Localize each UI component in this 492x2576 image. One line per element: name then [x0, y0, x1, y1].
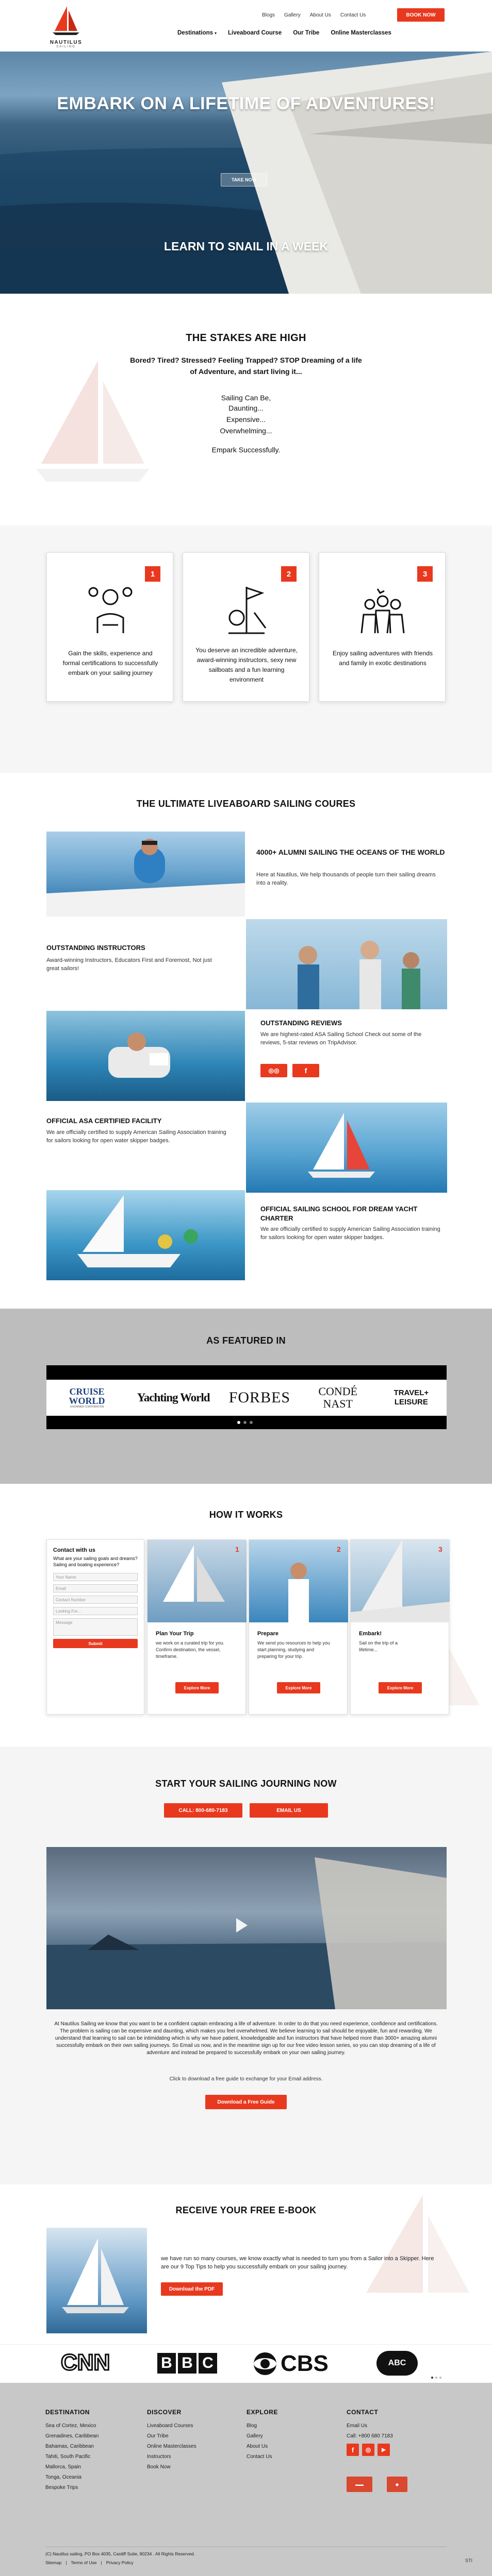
carousel-dots	[237, 1421, 253, 1424]
book-now-button[interactable]: BOOK NOW	[397, 8, 445, 22]
footer-link[interactable]: Call: +800 680 7183	[347, 2433, 393, 2439]
photo-instructors	[246, 919, 447, 1009]
footer-link[interactable]: Bespoke Trips	[45, 2485, 78, 2490]
logo-strip	[46, 1365, 447, 1429]
cbs-logo	[252, 2351, 329, 2377]
topnav-about[interactable]: About Us	[309, 12, 331, 18]
cruise-world-text: CRUISE WORLD	[69, 1386, 105, 1406]
step-title: Prepare	[257, 1631, 278, 1637]
main-nav	[166, 30, 391, 36]
friends-group-icon	[354, 582, 411, 638]
brand-sub: SAILING	[56, 45, 76, 48]
topnav-blogs[interactable]: Blogs	[262, 12, 275, 18]
skills-person-icon	[82, 582, 139, 638]
media-dots	[431, 2377, 441, 2379]
header	[0, 0, 492, 52]
block-text: We are officially certified to supply American Sailing Association training for sailors looking for open water skipper badges.	[260, 1226, 440, 1241]
name-field[interactable]: Your Name	[53, 1573, 138, 1581]
carousel-dot[interactable]	[439, 2377, 441, 2379]
footer-col-explore	[247, 2409, 334, 2464]
step-title: Plan Your Trip	[156, 1631, 194, 1637]
journey-video[interactable]	[46, 1847, 447, 2009]
block-title: OUTSTANDING REVIEWS	[260, 1019, 342, 1027]
journey-section	[0, 1747, 492, 2184]
block-title: OFFICIAL ASA CERTIFIED FACILITY	[46, 1117, 162, 1125]
footer-link[interactable]: Tonga, Oceania	[45, 2475, 82, 2480]
dyc-badge-icon: ◆	[387, 2477, 407, 2492]
dinghy-illustration	[46, 1190, 245, 1280]
ebook-section	[0, 2184, 492, 2344]
step-photo	[147, 1540, 247, 1622]
sitemap-link[interactable]: Sitemap	[45, 2560, 62, 2565]
block-text: We are officially certified to supply American Sailing Association training for sailors looking for open water skipper badges.	[46, 1129, 226, 1144]
nav-masterclasses[interactable]: Online Masterclasses	[331, 30, 391, 36]
topnav-gallery[interactable]: Gallery	[284, 12, 301, 18]
bbc-letter: B	[178, 2353, 196, 2374]
facebook-icon[interactable]: f	[292, 1064, 319, 1077]
footer-col-contact	[347, 2409, 445, 2492]
hero-sea-illustration	[0, 52, 492, 294]
privacy-link[interactable]: Privacy Policy	[106, 2560, 134, 2565]
legal-separator: |	[101, 2560, 102, 2565]
step-text: Sail on the trip of a lifetime...	[359, 1640, 398, 1652]
sailor-illustration	[46, 832, 245, 917]
footer-link[interactable]: Book Now	[147, 2464, 171, 2470]
journey-note: Click to download a free guide to exchange for your Email address.	[169, 2076, 323, 2082]
bbc-logo	[157, 2353, 217, 2374]
ebook-text: we have run so many courses, we know exactly what is needed to turn you from a Sailor into a Skipper. Here are our 9 Top Tips to help you successfully embark on your sailing journey.	[161, 2256, 434, 2270]
bbc-letter: B	[157, 2353, 176, 2374]
step-photo	[249, 1540, 348, 1622]
footer-link[interactable]: Mallorca, Spain	[45, 2464, 81, 2470]
step-sail-illustration	[147, 1540, 247, 1622]
step-number: 3	[438, 1545, 442, 1553]
email-field[interactable]: Email	[53, 1584, 138, 1592]
carousel-dot[interactable]	[243, 1421, 247, 1424]
footer-link[interactable]: Liveaboard Courses	[147, 2423, 193, 2429]
tripadvisor-icon[interactable]: ◎◎	[260, 1064, 287, 1077]
instagram-icon[interactable]: ◎	[362, 2444, 374, 2456]
instructors-illustration	[246, 919, 447, 1009]
step-text: we work on a curated trip for you. Confirm destination, the vessel, timeframe.	[156, 1640, 225, 1659]
block-title: OFFICIAL SAILING SCHOOL FOR DREAM YACHT CHARTER	[260, 1205, 418, 1222]
legal-separator: |	[65, 2560, 67, 2565]
badges	[347, 2477, 445, 2492]
footer-link[interactable]: Grenadines, Caribbean	[45, 2433, 99, 2439]
cbs-eye-icon	[252, 2351, 278, 2376]
feature-card	[46, 552, 173, 702]
cruise-world-sub: A BONNIER CORPORATION	[70, 1405, 104, 1409]
feature-number: 3	[417, 566, 433, 582]
flag-tools-icon	[218, 582, 275, 638]
download-pdf-button[interactable]: Download the PDF	[161, 2282, 223, 2296]
ebook-title: RECEIVE YOUR FREE E-BOOK	[175, 2205, 317, 2215]
feature-number: 1	[145, 566, 160, 582]
cbs-text: CBS	[281, 2351, 329, 2376]
liveaboard-section	[0, 773, 492, 1309]
hero	[0, 52, 492, 294]
explore-more-button[interactable]: Explore More	[277, 1682, 320, 1693]
youtube-icon[interactable]: ▶	[378, 2444, 390, 2456]
brand-name: NAUTILUS	[50, 40, 83, 45]
review-links	[260, 1064, 319, 1077]
footer-heading: DISCOVER	[147, 2409, 182, 2416]
form-question: What are your sailing goals and dreams? Sailing and boating experience?	[53, 1556, 138, 1567]
forbes-logo: FORBES	[228, 1389, 291, 1406]
feature-card	[319, 552, 446, 702]
logo-band	[46, 1380, 447, 1416]
step-crew-illustration	[249, 1540, 348, 1622]
features-section	[0, 526, 492, 773]
step-deck-illustration	[351, 1540, 450, 1622]
media-strip	[0, 2344, 492, 2383]
footer-heading: CONTACT	[347, 2409, 379, 2416]
footer-link[interactable]: About Us	[247, 2444, 268, 2449]
download-guide-button[interactable]: Download a Free Guide	[205, 2095, 287, 2109]
photo-man-reading	[46, 1011, 245, 1101]
nav-tribe[interactable]: Our Tribe	[293, 30, 320, 36]
looking-for-field[interactable]: Looking For...	[53, 1607, 138, 1615]
hero-take-now-button[interactable]: TAKE NOW	[221, 173, 267, 187]
carousel-dot[interactable]	[250, 1421, 253, 1424]
stakes-line: Sailing Can Be,	[221, 394, 271, 402]
explore-more-button[interactable]: Explore More	[379, 1682, 422, 1693]
cnn-logo: CNN	[61, 2350, 110, 2375]
travel-leisure-logo: TRAVEL+ LEISURE	[393, 1388, 429, 1406]
contact-number-field[interactable]: Contact Number	[53, 1596, 138, 1604]
carousel-dot[interactable]	[435, 2377, 437, 2379]
footer-link[interactable]: Instructors	[147, 2454, 171, 2460]
sti-mark: STI	[465, 2558, 473, 2563]
footer-link[interactable]: Our Tribe	[147, 2433, 169, 2439]
featured-section	[0, 1309, 492, 1484]
stakes-lead: Bored? Tired? Stressed? Feeling Trapped? STOP Dreaming of a life of Adventure, and start living it...	[130, 356, 362, 376]
journey-title: START YOUR SAILING JOURNING NOW	[155, 1778, 337, 1789]
abc-logo	[376, 2351, 418, 2376]
feature-card	[183, 552, 309, 702]
hero-title: EMBARK ON A LIFETIME OF ADVENTURES!	[57, 94, 435, 113]
asa-badge-icon: ▬▬	[347, 2477, 372, 2492]
step-text: We send you resources to help you start planning, studying and preparing for your trip.	[257, 1640, 330, 1659]
terms-link[interactable]: Terms of Use	[71, 2560, 97, 2565]
legal-links	[45, 2560, 134, 2565]
footer-link[interactable]: Bahamas, Caribbean	[45, 2444, 94, 2449]
featured-title: AS FEATURED IN	[206, 1335, 286, 1346]
social-icons	[347, 2444, 445, 2456]
logo[interactable]	[45, 5, 87, 48]
footer-link[interactable]: Gallery	[247, 2433, 263, 2439]
photo-sailboat	[246, 1103, 447, 1193]
sailboat-illustration	[246, 1103, 447, 1193]
facebook-icon[interactable]: f	[347, 2444, 359, 2456]
stakes-line: Overwhelming...	[220, 427, 272, 435]
how-section	[0, 1484, 492, 1747]
photo-sailor-smiling	[46, 832, 245, 917]
how-title: HOW IT WORKS	[209, 1510, 283, 1520]
bbc-letter: C	[199, 2353, 217, 2374]
footer-link[interactable]: Email Us	[347, 2423, 368, 2429]
step-title: Embark!	[359, 1631, 382, 1637]
play-icon[interactable]	[236, 1918, 248, 1933]
step-photo	[351, 1540, 450, 1622]
footer-link[interactable]: Tahiti, South Pacific	[45, 2454, 91, 2460]
step-card	[147, 1539, 246, 1715]
sail-logo-icon	[45, 5, 87, 36]
yachting-world-logo: Yachting World	[137, 1391, 210, 1404]
stakes-line: Expensive...	[226, 415, 266, 423]
journey-paragraph: At Nautilus Sailing we know that you want to be a confident captain embracing a life of adventure. In order to do that you need experience, confidence and certifications. The problem is sailing can be expensive and daunting, which makes you feel overwhelmed. We believe learning to sail should be enjoyable, fun and rewarding. We understand that learning to sail can be intimidating which is why we have patient, knowledgeable and fun instructors that have helped more than 3000+ amazing alumni successfully embark on their own sailing journeys. So Email us now, and in the meantime sign up for our free video lesson series, so you can stop dreaming of a life of adventure and instead be prepared to successfully embark on your own sailing journey.	[54, 2021, 438, 2056]
footer-link[interactable]: Contact Us	[247, 2454, 272, 2460]
cruise-world-logo	[56, 1387, 118, 1409]
block-title: OUTSTANDING INSTRUCTORS	[46, 944, 145, 952]
block-text: We are highest-rated ASA Sailing School Check out some of the reviews, 5-star reviews on TripAdvisor.	[260, 1031, 422, 1046]
feature-text: You deserve an incredible adventure, award-winning instructors, sexy new sailboats and a fun learning environment	[195, 647, 298, 683]
feature-number: 2	[281, 566, 297, 582]
ebook-sailboat-illustration	[46, 2228, 147, 2333]
abc-text: ABC	[388, 2359, 406, 2367]
nav-liveaboard[interactable]: Liveaboard Course	[228, 30, 282, 36]
footer-link[interactable]: Online Masterclasses	[147, 2444, 196, 2449]
step-card	[350, 1539, 449, 1715]
footer-heading: DESTINATION	[45, 2409, 90, 2416]
feature-text: Enjoy sailing adventures with friends and family in exotic destinations	[332, 650, 433, 667]
top-nav	[253, 12, 366, 18]
feature-text: Gain the skills, experience and formal certifications to successfully embark on your sailing journey	[62, 650, 158, 676]
nav-destinations[interactable]: Destinations	[177, 30, 214, 36]
stakes-section	[0, 294, 492, 526]
carousel-dot[interactable]	[237, 1421, 240, 1424]
copyright: (C) Nautilus sailing, PO Box 4035, Cardiff Suite, 90234 . All Rights Reserved.	[45, 2551, 195, 2556]
step-card	[249, 1539, 348, 1715]
conde-nast-logo: CONDÉ NAST	[318, 1385, 358, 1410]
footer-heading: EXPLORE	[247, 2409, 278, 2416]
block-title: 4000+ ALUMNI SAILING THE OCEANS OF THE WORLD	[256, 848, 445, 856]
message-field[interactable]: Message	[53, 1618, 138, 1636]
stakes-line: Daunting...	[228, 404, 264, 412]
call-button[interactable]: CALL: 800-680-7183	[164, 1803, 242, 1818]
block-text: Here at Nautilus, We help thousands of people turn their sailing dreams into a reality.	[256, 872, 436, 886]
email-us-button[interactable]: EMAIL US	[250, 1803, 328, 1818]
block-text: Award-winning Instructors, Educators First and Foremost, Not just great sailors!	[46, 957, 212, 972]
submit-button[interactable]: Submit	[53, 1639, 138, 1648]
photo-dinghy	[46, 1190, 245, 1280]
step-number: 1	[235, 1545, 239, 1553]
chevron-down-icon: ▾	[215, 30, 217, 36]
explore-more-button[interactable]: Explore More	[175, 1682, 219, 1693]
ebook-photo	[46, 2228, 147, 2333]
contact-form	[46, 1539, 144, 1715]
footer-col-discover	[147, 2409, 235, 2475]
stakes-title: THE STAKES ARE HIGH	[186, 332, 306, 344]
hero-subtitle: LEARN TO SNAIL IN A WEEK	[163, 240, 329, 253]
topnav-contact[interactable]: Contact Us	[340, 12, 366, 18]
step-number: 2	[337, 1545, 341, 1553]
liveaboard-title: THE ULTIMATE LIVEABOARD SAILING COURES	[136, 799, 356, 809]
footer-col-destination	[45, 2409, 138, 2495]
footer-link[interactable]: Blog	[247, 2423, 257, 2429]
man-reading-illustration	[46, 1011, 245, 1101]
footer-link[interactable]: Sea of Cortez, Mexico	[45, 2423, 96, 2429]
footer	[0, 2383, 492, 2576]
form-title: Contact with us	[53, 1547, 95, 1553]
carousel-dot[interactable]	[431, 2377, 433, 2379]
stakes-line: Empark Successfully.	[211, 446, 281, 454]
